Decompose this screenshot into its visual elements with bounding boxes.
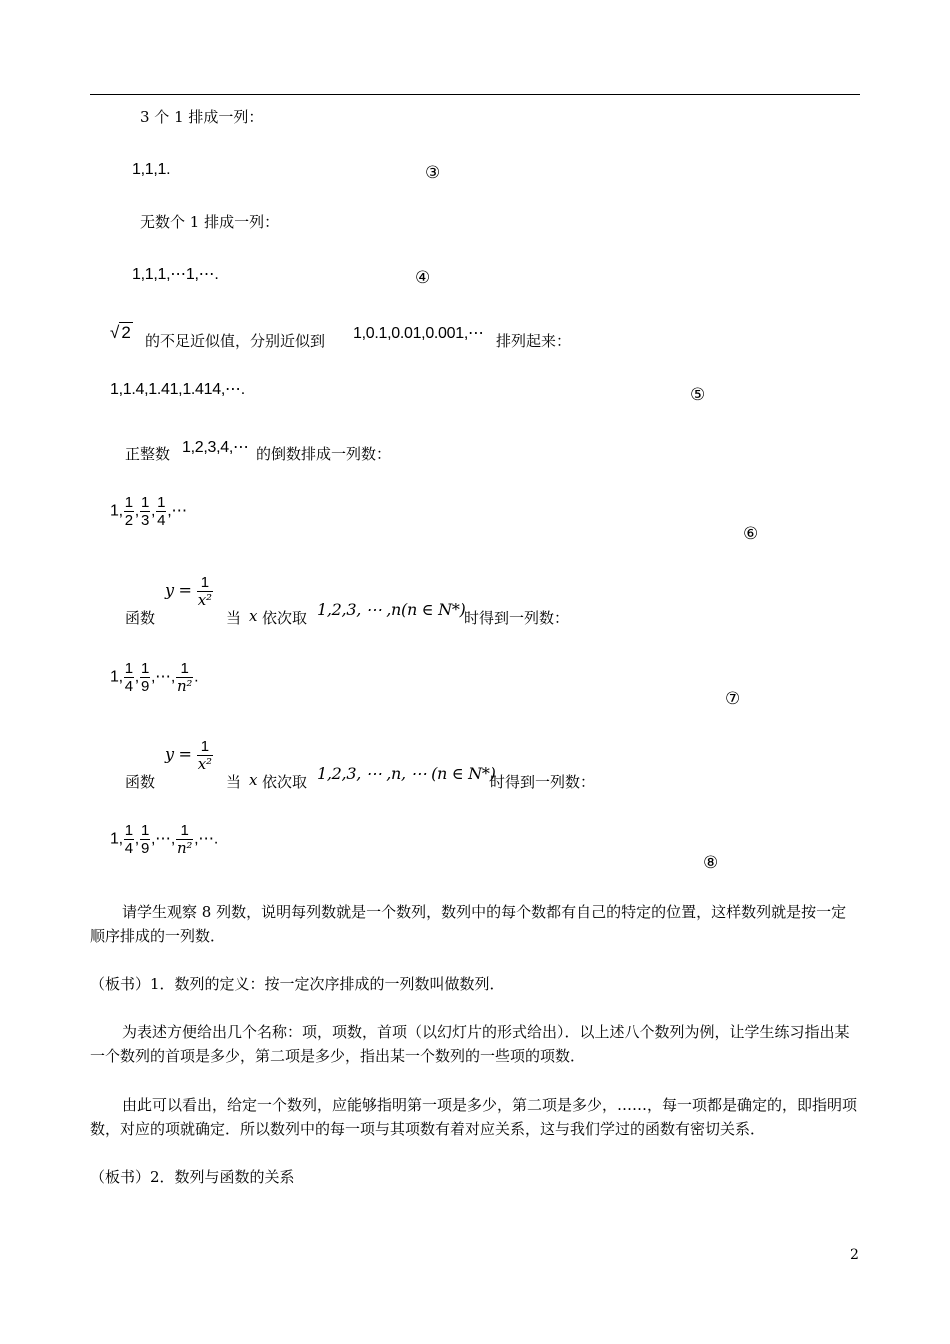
sqrt-two: √ 2 <box>110 323 131 342</box>
line-infinite-ones-text: 无数个 1 排成一列： <box>140 213 280 231</box>
sequence-7: 1, $\frac{1}{4}$ , $\frac{1}{9}$ ,⋯, $\frac{1}{\text{n²}}$ . <box>110 660 199 695</box>
sequence-8: 1, $\frac{1}{4}$ , $\frac{1}{9}$ ,⋯, $\frac{1}{\text{n²}}$ ,⋯. <box>110 822 219 857</box>
sequence-3: 1,1,1. <box>132 161 171 178</box>
domain-set: 1,2,3, ⋯ ,n(n ∈ N*) <box>317 600 466 619</box>
sequence-5: 1,1.4,1.41,1.414,⋯. <box>110 381 245 398</box>
header-rule <box>90 94 860 95</box>
marker-3: ③ <box>425 163 441 183</box>
marker-4: ④ <box>415 268 431 288</box>
function2-formula: y = $\frac{1}{\text{x²}}$ <box>165 738 212 773</box>
positive-integers: 1,2,3,4,⋯ <box>182 439 249 456</box>
line-three-ones-text: 3 个 1 排成一列： <box>140 108 264 126</box>
marker-6: ⑥ <box>743 524 759 544</box>
function2-text-b: 当 <box>226 773 242 791</box>
function-text-a: 函数 <box>125 609 156 627</box>
sequence-4: 1,1,1,⋯1,⋯. <box>132 266 219 283</box>
function-text-c: 依次取 <box>262 609 308 627</box>
marker-8: ⑧ <box>703 853 719 873</box>
page-number: 2 <box>850 1247 859 1263</box>
function2-text-d: 时得到一列数： <box>490 773 596 791</box>
sqrt-text-b: 排列起来： <box>496 332 572 350</box>
function2-text-a: 函数 <box>125 773 156 791</box>
positive-integers-text-b: 的倒数排成一列数： <box>256 445 392 463</box>
sequence-6: 1, $\frac{1}{2}$ , $\frac{1}{3}$ , $\frac{1}{4}$ ,⋯ <box>110 494 188 529</box>
variable2-x: x <box>249 771 258 789</box>
domain2-set: 1,2,3, ⋯ ,n, ⋯ (n ∈ N*) <box>317 764 496 783</box>
function-text-b: 当 <box>226 609 242 627</box>
marker-5: ⑤ <box>690 385 706 405</box>
paragraph-observe: 请学生观察 8 列数，说明每列数就是一个数列，数列中的每个数都有自己的特定的位置，这样数列就是按一定顺序排成的一列数． <box>90 903 847 945</box>
paragraph-definition: （板书）1．数列的定义：按一定次序排成的一列数叫做数列． <box>90 975 505 993</box>
positive-integers-text-a: 正整数 <box>125 445 171 463</box>
function-text-d: 时得到一列数： <box>464 609 570 627</box>
function2-text-c: 依次取 <box>262 773 308 791</box>
paragraph-terms: 为表述方便给出几个名称：项，项数，首项（以幻灯片的形式给出）．以上述八个数列为例，让学生练习指出某一个数列的首项是多少，第二项是多少，指出某一个数列的一些项的项数． <box>90 1023 850 1065</box>
sqrt-text-a: 的不足近似值，分别近似到 <box>145 332 326 350</box>
paragraph-relation: 由此可以看出，给定一个数列，应能够指明第一项是多少，第二项是多少，……，每一项都是确定的，即指明项数，对应的项就确定．所以数列中的每一项与其项数有着对应关系，这与我们学过的函数有密切关系． <box>90 1096 858 1138</box>
paragraph-function-relation: （板书）2．数列与函数的关系 <box>90 1168 295 1186</box>
variable-x: x <box>249 607 258 625</box>
marker-7: ⑦ <box>725 689 741 709</box>
approximation-steps: 1,0.1,0.01,0.001,⋯ <box>353 325 484 342</box>
function-formula: y = $\frac{1}{\text{x²}}$ <box>165 574 212 609</box>
